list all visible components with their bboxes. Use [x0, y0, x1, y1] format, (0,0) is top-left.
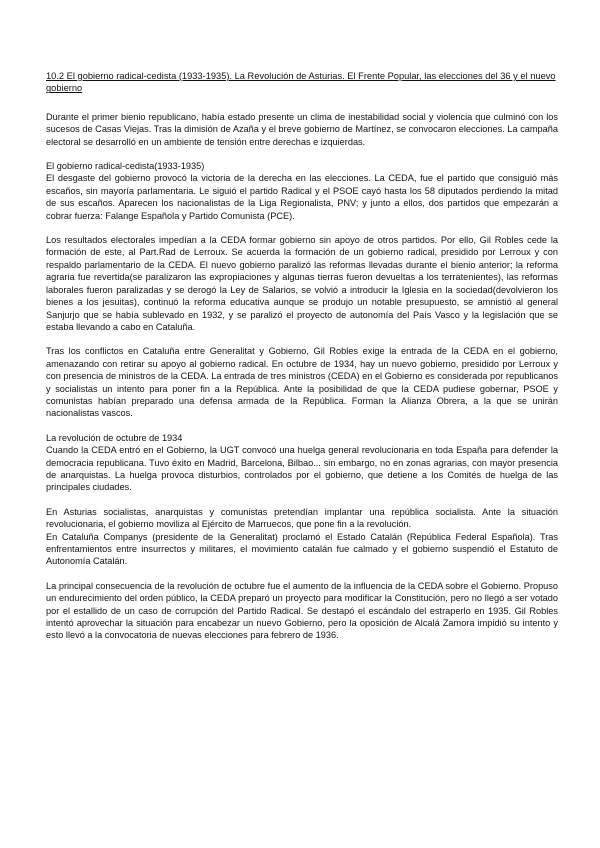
paragraph: La principal consecuencia de la revolución de octubre fue el aumento de la influencia de la CEDA sobre el Gobierno. Propuso un endurecimiento del orden público, la CEDA preparó un proyecto para modificar la Constitución, pero no llegó a ser votado por el estallido de un caso de corrupción del Partido Radical. Se destapó el escándalo del estraperlo en 1935. Gil Robles intentó aprovechar la situación para encabezar un nuevo Gobierno, pero la oposición de Alcalá Zamora impidió su intento y esto llevó a la convocatoria de nuevas elecciones para febrero de 1936.	[46, 580, 558, 641]
paragraph: En Asturias socialistas, anarquistas y comunistas pretendían implantar una república socialista. Ante la situación revolucionaria, el gobierno moviliza al Ejército de Marruecos, que pone fin a la revolución.	[46, 506, 558, 530]
paragraph: El desgaste del gobierno provocó la victoria de la derecha en las elecciones. La CEDA, fue el partido que consiguió más escaños, sin mayoría parlamentaria. Le siguió el partido Radical y el PSOE cayó hasta los 58 diputados perdiendo la mitad de sus escaños. Aparecen los nacionalistas de la Liga Regionalista, PNV; y junto a ellos, dos partidos que empezarán a cobrar fuerza: Falange Española y Partido Comunista (PCE).	[46, 173, 558, 221]
paragraph-group	[46, 506, 558, 568]
section-heading-gobierno: El gobierno radical-cedista(1933-1935)	[46, 161, 205, 172]
document-page	[46, 70, 558, 654]
paragraph: Cuando la CEDA entró en el Gobierno, la UGT convocó una huelga general revolucionaria en toda España para defender la democracia republicana. Tuvo éxito en Madrid, Barcelona, Bilbao... sin embargo, no en zonas agrarias, con mayor presencia de anarquistas. La huelga provoca disturbios, controlados por el gobierno, que detiene a los Comités de huelga de las principales ciudades.	[46, 445, 558, 493]
intro-paragraph: Durante el primer bienio republicano, había estado presente un clima de inestabilidad social y violencia que culminó con los sucesos de Casas Viejas. Tras la dimisión de Azaña y el breve gobierno de Martínez, se convocaron elecciones. La campaña electoral se desarrolló en un ambiente de tensión entre derechas e izquierdas.	[46, 111, 558, 147]
document-title: 10.2 El gobierno radical-cedista (1933-1935). La Revolución de Asturias. El Frente Popular, las elecciones del 36 y el nuevo gobierno	[46, 71, 556, 94]
paragraph: Los resultados electorales impedían a la CEDA formar gobierno sin apoyo de otros partidos. Por ello, Gil Robles cede la formación de este, al Part.Rad de Lerroux. Se acuerda la formación de un gobierno radical, presidido por Lerroux y con respaldo parlamentario de la CEDA. El nuevo gobierno paralizó las reformas llevadas durante el bienio anterior; la reforma agraria fue revertida(se paralizaron las expropiaciones y algunas tierras fueron devueltas a los terratenientes), las reformas laborales fueron paralizadas y se derogó la Ley de Salarios, se volvió a introducir la Iglesia en la sociedad(devolvieron los bienes a los jesuitas), continuó la reforma educativa aunque se produjo un notable presupuesto, se amnistió al general Sanjurjo que se había sublevado en 1932, y se paralizó el proyecto de autonomía del País Vasco y la legislación que se estaba llevando a cabo en Cataluña.	[46, 235, 558, 332]
section-heading-revolucion: La revolución de octubre de 1934	[46, 432, 183, 443]
paragraph: Tras los conflictos en Cataluña entre Generalitat y Gobierno, Gil Robles exige la entrada de la CEDA en el gobierno, amenazando con retirar su apoyo al gobierno radical. En octubre de 1934, hay un nuevo gobierno, presidido por Lerroux y con presencia de ministros de la CEDA. La entrada de tres ministros (CEDA) en el Gobierno es considerada por republicanos y socialistas un intento para poner fin a la República. Ante la posibilidad de que la CEDA pudiese gobernar, PSOE y comunistas habían preparado una defensa armada de la República. Forman la Alianza Obrera, a la que se unirán nacionalistas vascos.	[46, 346, 558, 419]
paragraph: En Cataluña Companys (presidente de la Generalitat) proclamó el Estado Catalán (República Federal Española). Tras enfrentamientos entre insurrectos y militares, el movimiento catalán fue calmado y el gobierno suspendió el Estatuto de Autonomía Catalán.	[46, 531, 558, 567]
